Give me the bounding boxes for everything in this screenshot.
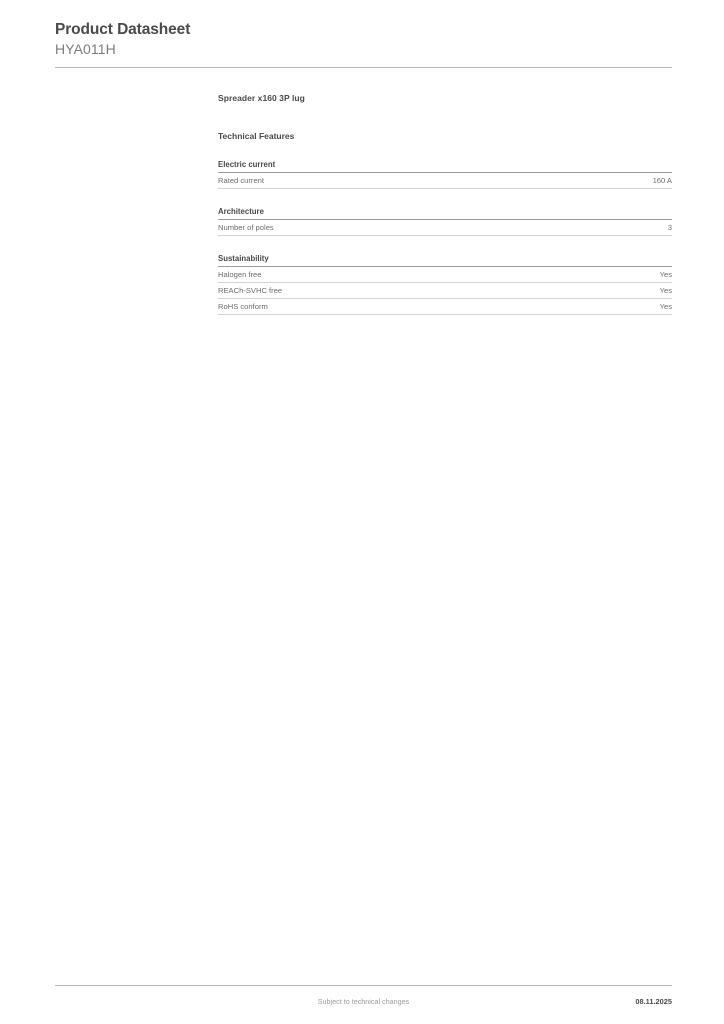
document-header: [55, 20, 672, 58]
header-divider: [55, 67, 672, 68]
spec-group-sustainability: [218, 253, 672, 315]
datasheet-content: [218, 92, 672, 315]
footer-note: Subject to technical changes: [317, 997, 410, 1006]
spec-group-title: Architecture: [218, 206, 672, 220]
spec-group-title: Electric current: [218, 159, 672, 173]
table-row: [218, 299, 672, 315]
spec-value: Yes: [659, 270, 672, 279]
product-code: HYA011H: [55, 41, 116, 57]
spec-label: Halogen free: [218, 270, 262, 279]
spec-label: Number of poles: [218, 223, 274, 232]
table-row: [218, 267, 672, 283]
section-title-technical-features: Technical Features: [218, 131, 295, 141]
table-row: [218, 283, 672, 299]
spec-value: Yes: [659, 302, 672, 311]
footer-divider: [55, 985, 672, 986]
spec-group-electric-current: [218, 159, 672, 189]
document-footer: [55, 996, 672, 1010]
spec-value: 3: [667, 223, 672, 232]
spec-label: Rated current: [218, 176, 265, 185]
table-row: [218, 173, 672, 189]
spec-value: 160 A: [652, 176, 672, 185]
footer-date: 08.11.2025: [635, 997, 672, 1006]
spec-value: Yes: [659, 286, 672, 295]
product-name: Spreader x160 3P lug: [218, 93, 305, 103]
spec-group-title: Sustainability: [218, 253, 672, 267]
spec-label: RoHS conform: [218, 302, 268, 311]
spec-group-architecture: [218, 206, 672, 236]
page-title: Product Datasheet: [55, 21, 191, 38]
table-row: [218, 220, 672, 236]
spec-label: REACh-SVHC free: [218, 286, 283, 295]
